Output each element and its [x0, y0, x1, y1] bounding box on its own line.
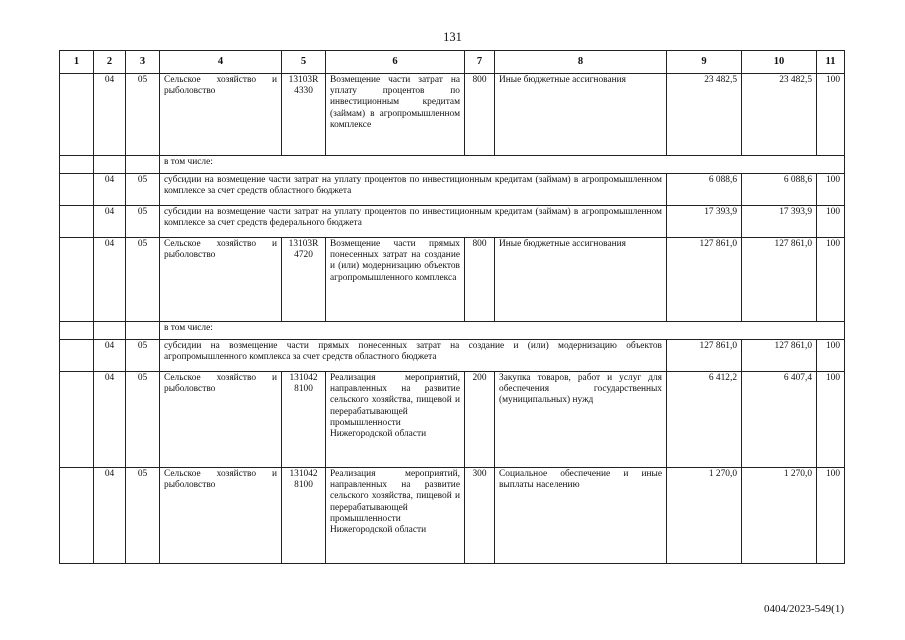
cell-subsection: 05 — [126, 340, 160, 372]
page-number: 131 — [443, 30, 462, 44]
table-row — [60, 372, 845, 468]
column-header: 7 — [465, 51, 495, 74]
cell-col1 — [60, 74, 94, 156]
cell-including-note: в том числе: — [160, 156, 845, 174]
cell-section: 04 — [94, 468, 126, 564]
cell-subsidy-description: субсидии на возмещение части прямых понесенных затрат на создание и (или) модернизацию объектов агропромышленного комплекса за счет средств областного бюджета — [160, 340, 667, 372]
cell-percent: 100 — [817, 206, 845, 238]
table-row — [60, 156, 845, 174]
cell-subsection: 05 — [126, 174, 160, 206]
cell-plan: 17 393,9 — [667, 206, 742, 238]
cell-subsection: 05 — [126, 372, 160, 468]
cell-subsection: 05 — [126, 206, 160, 238]
cell-percent: 100 — [817, 238, 845, 322]
cell-col1 — [60, 174, 94, 206]
cell-actual: 6 407,4 — [742, 372, 817, 468]
cell-expense-name: Иные бюджетные ассигнования — [495, 74, 667, 156]
cell-including-note: в том числе: — [160, 322, 845, 340]
table-row — [60, 238, 845, 322]
cell-target-code: 13103R 4330 — [282, 74, 326, 156]
cell-percent: 100 — [817, 468, 845, 564]
cell-percent: 100 — [817, 372, 845, 468]
table-row — [60, 340, 845, 372]
cell-expense-code: 800 — [465, 74, 495, 156]
column-header: 6 — [326, 51, 465, 74]
header-row — [60, 51, 845, 74]
cell-subsection: 05 — [126, 468, 160, 564]
cell-col1 — [60, 156, 94, 174]
column-header: 4 — [160, 51, 282, 74]
cell-section: 04 — [94, 372, 126, 468]
cell-actual: 127 861,0 — [742, 340, 817, 372]
cell-percent: 100 — [817, 174, 845, 206]
cell-target-name: Реализация мероприятий, направленных на развитие сельского хозяйства, пищевой и перерабатывающей промышленности Нижегородской области — [326, 468, 465, 564]
cell-expense-code: 800 — [465, 238, 495, 322]
cell-section: 04 — [94, 340, 126, 372]
cell-target-name: Реализация мероприятий, направленных на развитие сельского хозяйства, пищевой и перерабатывающей промышленности Нижегородской области — [326, 372, 465, 468]
column-header: 8 — [495, 51, 667, 74]
cell-section — [94, 322, 126, 340]
cell-subsidy-description: субсидии на возмещение части затрат на уплату процентов по инвестиционным кредитам (займам) в агропромышленном комплексе за счет средств областного бюджета — [160, 174, 667, 206]
cell-percent: 100 — [817, 74, 845, 156]
cell-col1 — [60, 340, 94, 372]
cell-section-name: Сельское хозяйство и рыболовство — [160, 74, 282, 156]
cell-subsection: 05 — [126, 74, 160, 156]
cell-actual: 17 393,9 — [742, 206, 817, 238]
cell-plan: 127 861,0 — [667, 340, 742, 372]
document-code: 0404/2023-549(1) — [763, 603, 844, 615]
cell-actual: 1 270,0 — [742, 468, 817, 564]
column-header: 9 — [667, 51, 742, 74]
cell-plan: 1 270,0 — [667, 468, 742, 564]
cell-plan: 127 861,0 — [667, 238, 742, 322]
cell-section: 04 — [94, 238, 126, 322]
cell-subsection — [126, 156, 160, 174]
cell-expense-name: Социальное обеспечение и иные выплаты населению — [495, 468, 667, 564]
cell-target-code: 131042 8100 — [282, 372, 326, 468]
cell-actual: 23 482,5 — [742, 74, 817, 156]
table-row — [60, 206, 845, 238]
cell-target-name: Возмещение части затрат на уплату процентов по инвестиционным кредитам (займам) в агропромышленном комплексе — [326, 74, 465, 156]
cell-percent: 100 — [817, 340, 845, 372]
cell-expense-code: 300 — [465, 468, 495, 564]
cell-col1 — [60, 322, 94, 340]
column-header: 3 — [126, 51, 160, 74]
cell-col1 — [60, 468, 94, 564]
table-row — [60, 468, 845, 564]
cell-col1 — [60, 238, 94, 322]
cell-target-name: Возмещение части прямых понесенных затрат на создание и (или) модернизацию объектов агропромышленного комплекса — [326, 238, 465, 322]
cell-section: 04 — [94, 74, 126, 156]
column-header: 11 — [817, 51, 845, 74]
cell-plan: 6 412,2 — [667, 372, 742, 468]
column-header: 10 — [742, 51, 817, 74]
cell-expense-name: Иные бюджетные ассигнования — [495, 238, 667, 322]
cell-section-name: Сельское хозяйство и рыболовство — [160, 372, 282, 468]
column-header: 2 — [94, 51, 126, 74]
cell-plan: 23 482,5 — [667, 74, 742, 156]
cell-section-name: Сельское хозяйство и рыболовство — [160, 468, 282, 564]
cell-col1 — [60, 206, 94, 238]
budget-table — [59, 50, 845, 564]
cell-subsection: 05 — [126, 238, 160, 322]
cell-subsection — [126, 322, 160, 340]
cell-plan: 6 088,6 — [667, 174, 742, 206]
cell-section — [94, 156, 126, 174]
column-header: 1 — [60, 51, 94, 74]
table-row — [60, 74, 845, 156]
cell-section: 04 — [94, 206, 126, 238]
table-row — [60, 322, 845, 340]
cell-expense-code: 200 — [465, 372, 495, 468]
cell-actual: 127 861,0 — [742, 238, 817, 322]
table-row — [60, 174, 845, 206]
cell-target-code: 131042 8100 — [282, 468, 326, 564]
cell-actual: 6 088,6 — [742, 174, 817, 206]
cell-expense-name: Закупка товаров, работ и услуг для обеспечения государственных (муниципальных) нужд — [495, 372, 667, 468]
cell-target-code: 13103R 4720 — [282, 238, 326, 322]
cell-subsidy-description: субсидии на возмещение части затрат на уплату процентов по инвестиционным кредитам (займам) в агропромышленном комплексе за счет средств федерального бюджета — [160, 206, 667, 238]
cell-section-name: Сельское хозяйство и рыболовство — [160, 238, 282, 322]
cell-section: 04 — [94, 174, 126, 206]
cell-col1 — [60, 372, 94, 468]
column-header: 5 — [282, 51, 326, 74]
